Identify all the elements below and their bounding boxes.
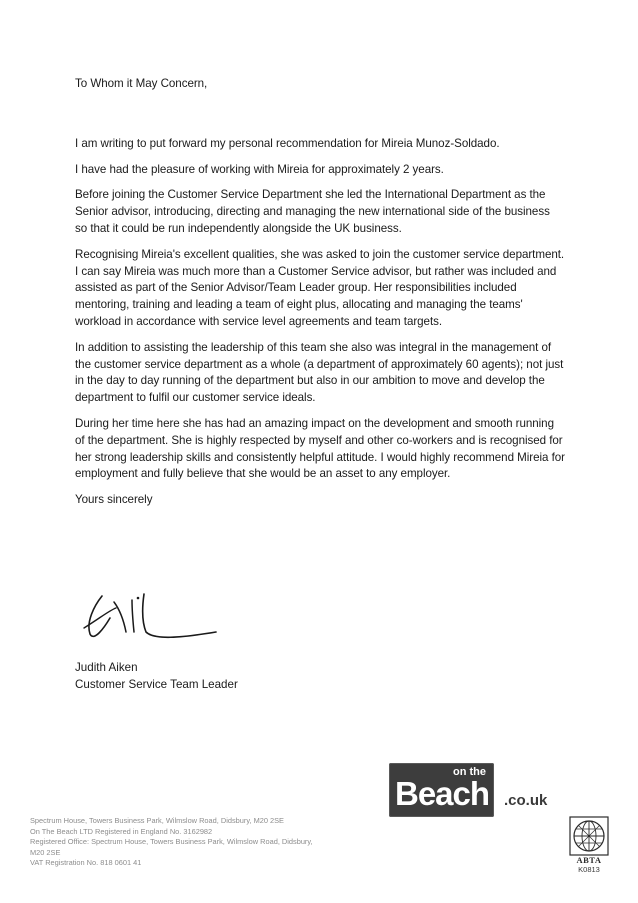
footer-postcode: M20 2SE <box>30 847 61 857</box>
footer-registration: On The Beach LTD Registered in England No. 3162982 <box>30 826 213 836</box>
footer-address: Spectrum House, Towers Business Park, Wilmslow Road, Didsbury, M20 2SE <box>30 816 284 825</box>
closing: Yours sincerely <box>75 493 153 507</box>
signer-name: Judith Aiken <box>75 661 138 674</box>
letter-paragraph-6: During her time here she has had an amazing impact on the development and smooth running of the department. She is highly respected by myself and other co-workers and is recognised for her strong leadership skills and consistently helpful attitude. I would highly recommend Mireia for employment and fully believe that she would be an asset to any employer. <box>75 416 565 481</box>
logo-on-the-text: on the <box>453 766 486 778</box>
footer-registered-office: Registered Office: Spectrum House, Towers Business Park, Wilmslow Road, Didsbury, <box>30 837 313 847</box>
signer-block <box>75 660 238 694</box>
abta-code: K0813 <box>578 865 600 874</box>
letter-paragraph-3: Before joining the Customer Service Department she led the International Department as the Senior advisor, introducing, directing and managing the new international side of the business so that it could be run independently alongside the UK business. <box>75 188 550 235</box>
footer-vat: VAT Registration No. 818 0601 41 <box>30 858 142 868</box>
letter-paragraph-2: I have had the pleasure of working with Mireia for approximately 2 years. <box>75 162 444 176</box>
abta-name: ABTA <box>576 855 602 865</box>
logo-beach-text: Beach <box>395 775 490 812</box>
abta-badge <box>569 816 609 874</box>
handwritten-signature <box>80 588 220 650</box>
letter-body <box>75 76 565 509</box>
letter-paragraph-5: In addition to assisting the leadership of this team she also was integral in the management of the customer service department as a whole (a department of approximately 60 agents); not just in the day to day running of the department but also in our ambition to move and develop the department to fulfil our customer service ideals. <box>75 340 564 405</box>
abta-globe-icon <box>569 816 609 856</box>
signer-title: Customer Service Team Leader <box>75 677 238 691</box>
on-the-beach-logo <box>389 763 494 817</box>
letter-paragraph-1: I am writing to put forward my personal recommendation for Mireia Munoz-Soldado. <box>75 136 500 150</box>
logo-domain-suffix: .co.uk <box>504 792 548 809</box>
letter-paragraph-4: Recognising Mireia's excellent qualities, she was asked to join the customer service department. I can say Mireia was much more than a Customer Service advisor, but rather was included and assisted as part of the Senior Advisor/Team Leader group. Her responsibilities included mentoring, training and leading a team of eight plus, allocating and managing the teams' workload in accordance with service level agreements and team targets. <box>75 247 565 328</box>
salutation: To Whom it May Concern, <box>75 77 208 90</box>
company-footer <box>30 816 380 869</box>
